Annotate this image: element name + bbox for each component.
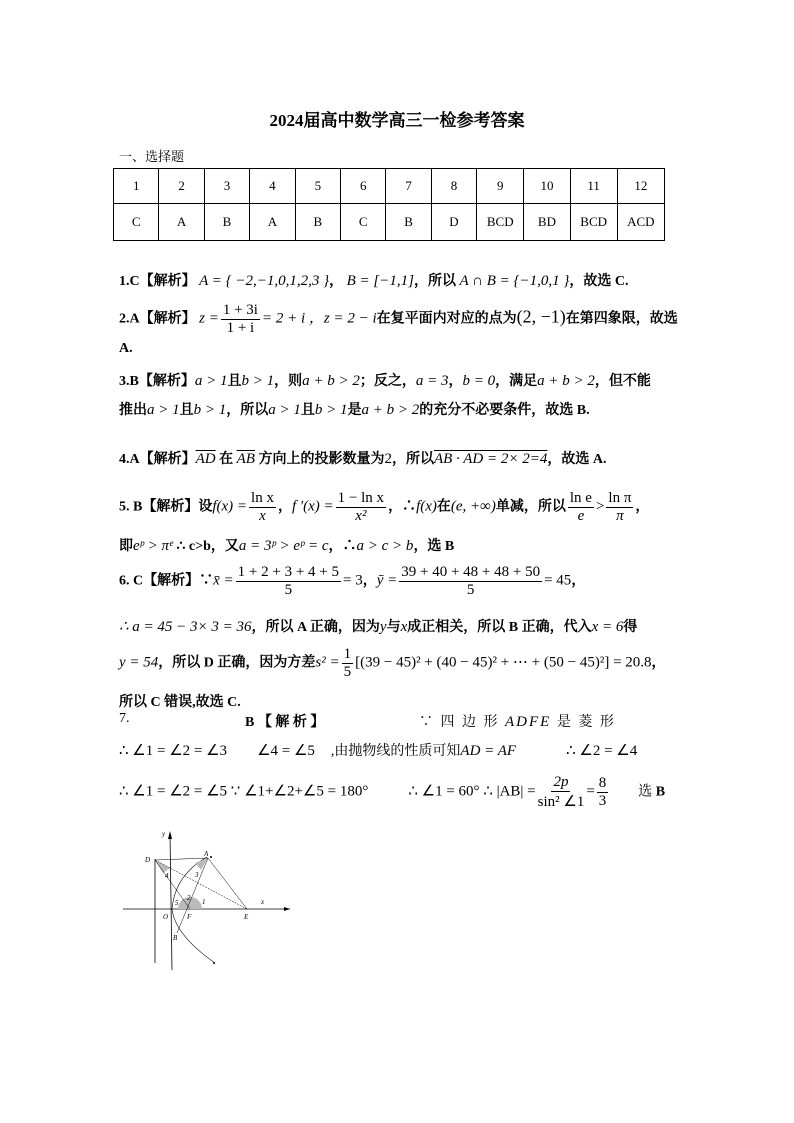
text: 的充分不必要条件，故选 B.	[419, 403, 590, 418]
fraction	[236, 564, 341, 599]
text: 即	[119, 539, 133, 554]
text: ，故选 A.	[547, 452, 607, 467]
solution-7	[119, 711, 675, 730]
math: x = 6	[591, 619, 624, 635]
math: f ′(x) =	[291, 498, 334, 515]
parabola-figure	[115, 825, 305, 975]
answer-key: B	[204, 204, 249, 241]
math: a = 3	[415, 373, 449, 389]
solution-6	[119, 564, 585, 599]
question-number: 11	[570, 169, 617, 204]
numerator: ln π	[608, 490, 632, 506]
q1-sep: ，	[329, 274, 344, 289]
question-number: 2	[159, 169, 204, 204]
fraction	[342, 646, 354, 681]
numerator: 1 + 2 + 3 + 4 + 5	[237, 564, 339, 580]
numerator: ln e	[569, 490, 592, 506]
text: ；反之，	[359, 374, 416, 389]
question-number: 12	[617, 169, 664, 204]
denominator: π	[616, 508, 624, 524]
text: ∴ c>b	[176, 539, 211, 554]
q1-intersection: A ∩ B = {−1,0,1 }	[459, 273, 570, 289]
math: 2	[384, 451, 392, 467]
q7-head: B 【 解 析 】	[245, 715, 325, 730]
question-number-row	[114, 169, 665, 204]
solution-5	[119, 490, 649, 525]
q2-text: 在复平面内对应的点为	[376, 311, 517, 327]
solution-6-line4: 所以 C 错误,故选 C.	[119, 695, 241, 710]
q2-text2: 在第四象限，故选	[565, 311, 678, 327]
label-b: B	[173, 934, 178, 942]
question-number: 5	[295, 169, 340, 204]
math: ∠4 = ∠5	[257, 743, 315, 759]
vector-ad: $\overline{AD}$	[195, 451, 216, 467]
y-axis	[170, 833, 172, 970]
numerator: 2p	[553, 774, 569, 790]
text: ,由抛物线的性质可知	[330, 744, 461, 759]
label-5: 5	[175, 899, 179, 907]
fraction	[249, 490, 276, 525]
text: ，	[571, 573, 586, 589]
numerator: 1 − ln x	[337, 490, 385, 506]
label-2: 2	[187, 894, 191, 902]
math: AD = AF	[460, 743, 517, 759]
solution-2	[119, 302, 678, 337]
y-arrow-icon	[168, 831, 172, 839]
math: ∴ ∠1 = ∠2 = ∠3	[119, 743, 228, 759]
solution-7-line3	[119, 774, 665, 811]
q2-fraction	[221, 302, 260, 337]
x-arrow-icon	[284, 907, 290, 911]
q1-conclusion: ，故选 C.	[569, 274, 629, 289]
solution-3-cont	[119, 399, 590, 419]
text: ，	[277, 499, 292, 515]
math: b > 1	[314, 402, 348, 418]
math: s² =	[315, 654, 340, 671]
text: 在	[436, 499, 451, 515]
fraction	[399, 564, 542, 599]
math: = 45	[544, 572, 572, 589]
question-number: 10	[524, 169, 570, 204]
solution-5-cont	[119, 535, 454, 555]
fraction	[597, 775, 609, 810]
text: 且	[179, 403, 194, 418]
q1-set-b: B = [−1,1]	[346, 273, 414, 289]
text: ，但不能	[594, 374, 651, 389]
math: a > 1	[268, 402, 301, 418]
text: 得	[623, 620, 638, 635]
denominator: 5	[343, 664, 352, 680]
text: ，	[651, 655, 666, 671]
question-number: 4	[250, 169, 295, 204]
math: a > 1	[147, 402, 180, 418]
denominator: x	[259, 508, 266, 524]
answer-key: C	[114, 204, 159, 241]
answer-key: A	[250, 204, 295, 241]
text: 与	[386, 620, 401, 635]
math: =	[586, 783, 595, 800]
answer-key: BCD	[477, 204, 524, 241]
answer-table	[113, 168, 665, 241]
answer-key: ACD	[617, 204, 664, 241]
label-x: x	[261, 898, 265, 906]
text: 方向上的投影数量为	[258, 452, 385, 467]
section-heading: 一、选择题	[119, 149, 185, 164]
answer-key: D	[431, 204, 476, 241]
q7-text	[419, 711, 616, 731]
denominator: 5	[284, 582, 293, 598]
label-1: 1	[202, 898, 206, 906]
text: ，所以	[391, 452, 434, 467]
vector-ab: $\overline{AB}$	[236, 451, 255, 467]
text: 推出	[119, 403, 147, 418]
text: ，∴	[328, 539, 357, 554]
denominator: x²	[355, 508, 367, 524]
text: ，满足	[495, 374, 538, 389]
q7-number: 7.	[119, 711, 130, 726]
question-number: 1	[114, 169, 159, 204]
math: ADFE	[505, 714, 552, 730]
text: ，∴	[388, 499, 417, 515]
question-number: 7	[386, 169, 431, 204]
numerator: 39 + 40 + 48 + 48 + 50	[401, 564, 541, 580]
math: b > 1	[241, 373, 275, 389]
variance-expression: [(39 − 45)² + (40 − 45)² + ⋯ + (50 − 45)²] = 20.8	[355, 654, 652, 671]
dot-product: AB · AD = 2× 2=4	[433, 451, 548, 467]
math: a > 1	[194, 373, 228, 389]
text: ∵ 四 边 形	[419, 715, 500, 730]
answer-key: B	[295, 204, 340, 241]
math: x	[400, 619, 408, 635]
answer-key: B	[386, 204, 431, 241]
text: 在	[219, 452, 234, 467]
math: y	[379, 619, 387, 635]
numerator: 1 + 3i	[222, 302, 258, 318]
text: 单减，所以	[495, 499, 566, 515]
q1-set-a: A = { −2,−1,0,1,2,3 }	[199, 273, 330, 289]
question-number: 8	[431, 169, 476, 204]
label-e: E	[244, 913, 249, 921]
solution-7-line2	[119, 740, 637, 760]
math: a + b > 2	[361, 402, 420, 418]
numerator: 1	[343, 646, 352, 662]
text: ，所以 D 正确，因为方差	[158, 655, 316, 671]
solution-6-line3	[119, 646, 666, 681]
math: a = 3ᵖ > eᵖ = c	[238, 538, 329, 554]
label-o: O	[163, 913, 169, 921]
text: ，选 B	[413, 539, 455, 554]
math: a > c > b	[356, 538, 414, 554]
denominator: e	[577, 508, 585, 524]
solution-4	[119, 448, 607, 468]
denominator: 1 + i	[226, 320, 255, 336]
q1-head: 1.C【解析】	[119, 274, 196, 289]
math: f(x) =	[212, 498, 248, 515]
q6-head: 6. C【解析】∵	[119, 573, 214, 589]
q5-head: 5. B【解析】设	[119, 499, 213, 515]
label-a: A	[204, 850, 209, 858]
question-number: 3	[204, 169, 249, 204]
text: 是	[347, 403, 362, 418]
math: ȳ =	[376, 572, 398, 589]
q2-point: (2, −1)	[516, 306, 566, 327]
question-number: 9	[477, 169, 524, 204]
math: ∴ a = 45 − 3× 3 = 36	[119, 619, 252, 635]
math: >	[595, 498, 605, 515]
question-number: 6	[341, 169, 386, 204]
text: 且	[227, 374, 242, 389]
text: ，又	[210, 539, 239, 554]
text: ，	[635, 499, 650, 515]
answer-key-row	[114, 204, 665, 241]
q1-text: ，所以	[413, 274, 456, 289]
text: 选	[638, 784, 653, 800]
fraction	[336, 490, 386, 525]
fraction	[606, 490, 633, 525]
fraction	[568, 490, 594, 525]
label-f: F	[187, 913, 192, 921]
angle-shading	[195, 858, 208, 870]
answer-key: BD	[524, 204, 570, 241]
numerator: 8	[598, 775, 607, 791]
text: ，	[448, 374, 463, 389]
q2-tail: A.	[119, 341, 133, 356]
text: 且	[300, 403, 315, 418]
solution-1	[119, 270, 629, 290]
label-d: D	[145, 856, 151, 864]
answer-key: C	[341, 204, 386, 241]
answer: B	[655, 784, 666, 800]
q4-head: 4.A【解析】	[119, 452, 196, 467]
math: y = 54	[119, 654, 159, 671]
denominator: sin² ∠1	[537, 794, 585, 810]
solution-3	[119, 370, 651, 390]
label-4: 4	[165, 872, 169, 880]
math: (e, +∞)	[450, 498, 496, 515]
denominator: 5	[466, 582, 475, 598]
text: ，所以 A 正确，因为	[251, 620, 380, 635]
solution-6-line2	[119, 616, 637, 636]
numerator: ln x	[251, 490, 274, 506]
math: = 3	[343, 572, 363, 589]
math: a + b > 2	[537, 373, 595, 389]
fraction	[538, 774, 585, 811]
label-y: y	[162, 830, 166, 838]
text: ，则	[274, 374, 303, 389]
text: ，所以	[226, 403, 269, 418]
parabola	[172, 857, 215, 963]
label-3: 3	[195, 871, 199, 879]
math: b = 0	[462, 373, 496, 389]
math: ∴ ∠1 = ∠2 = ∠5 ∵ ∠1+∠2+∠5 = 180°	[119, 783, 369, 800]
answer-key: A	[159, 204, 204, 241]
math: eᵖ > πᵉ	[133, 538, 173, 554]
denominator: 3	[598, 793, 607, 809]
answer-key: BCD	[570, 204, 617, 241]
math: a + b > 2	[302, 373, 360, 389]
text: 是 菱 形	[556, 715, 616, 730]
q2-head: 2.A【解析】	[119, 311, 196, 327]
text: 成正相关，所以 B 正确，代入	[407, 620, 592, 635]
math: ∴ ∠1 = 60° ∴ |AB| =	[408, 783, 536, 800]
math: ∴ ∠2 = ∠4	[566, 743, 638, 759]
page-title: 2024届高中数学高三一检参考答案	[269, 111, 525, 130]
q2-z: z =	[199, 310, 219, 327]
text: ，	[362, 573, 377, 589]
math: f(x)	[416, 498, 437, 515]
q3-head: 3.B【解析】	[119, 374, 195, 389]
math: b > 1	[193, 402, 227, 418]
math: x̄ =	[213, 572, 234, 589]
q2-eq: = 2 + i ，z = 2 − i	[261, 310, 377, 327]
